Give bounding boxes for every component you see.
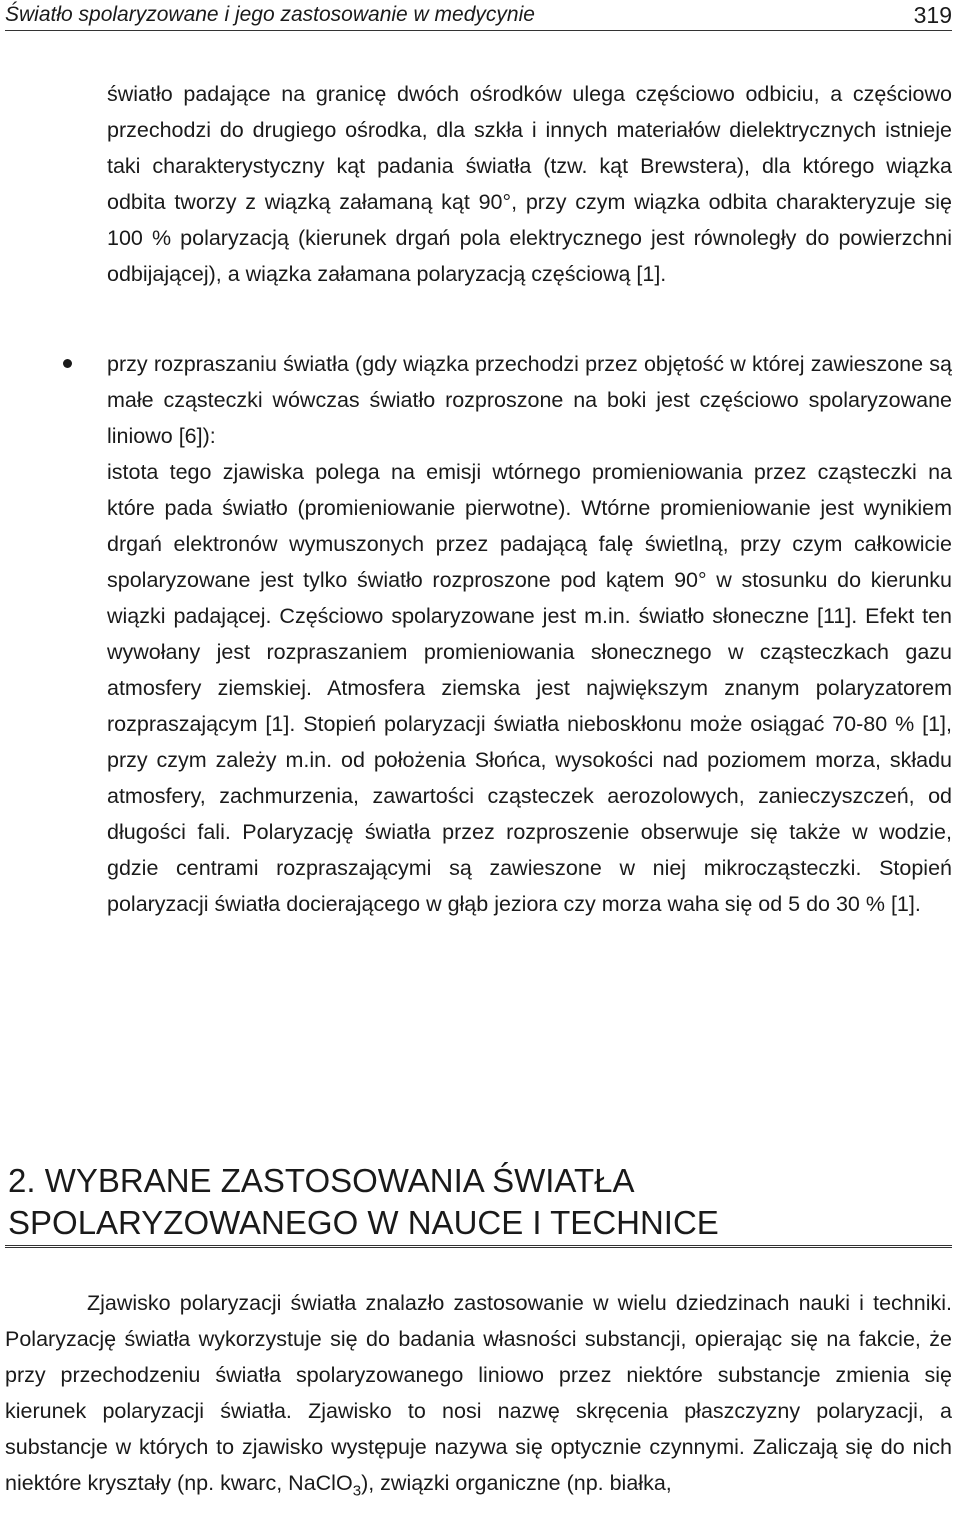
- running-title: Światło spolaryzowane i jego zastosowanie w medycynie: [5, 3, 535, 26]
- page-number: 319: [913, 2, 952, 28]
- intro-subscript: 3: [352, 1482, 362, 1500]
- running-header: [5, 0, 952, 31]
- section-heading-line-1: 2. WYBRANE ZASTOSOWANIA ŚWIATŁA: [8, 1162, 635, 1199]
- intro-text-part-2: ), związki organiczne (np. białka,: [361, 1471, 672, 1495]
- intro-text-part-1: Zjawisko polaryzacji światła znalazło zastosowanie w wielu dziedzinach nauki i techniki. Polaryzację światła wykorzystuje się do badania własności substancji, opierając się na fakcie, że przy przechodzeniu światła spolaryzowanego liniowo przez niektóre substancje zmienia się kierunek polaryzacji światła. Zjawisko to nosi nazwę skręcenia płaszczyzny polaryzacji, a substancje w których to zjawisko występuje nazywa się optycznie czynnymi. Zaliczają się do nich niektóre kryształy (np. kwarc, NaClO: [5, 1291, 952, 1495]
- section-heading: [8, 1160, 719, 1244]
- bullet-dot-icon: [63, 359, 72, 368]
- heading-rule: [5, 1245, 952, 1250]
- bullet-continuation: istota tego zjawiska polega na emisji wtórnego promieniowania przez cząsteczki na które pada światło (promieniowanie pierwotne). Wtórne promieniowanie jest wynikiem drgań elektronów wymuszonych przez padającą falę świetlną, przy czym całkowicie spolaryzowane jest tylko światło rozproszone pod kątem 90° w stosunku do kierunku wiązki padającej. Częściowo spolaryzowane jest m.in. światło słoneczne [11]. Efekt ten wywołany jest rozpraszaniem promieniowania słonecznego w cząsteczkach gazu atmosfery ziemskiej. Atmosfera ziemska jest największym znanym polaryzatorem rozpraszającym [1]. Stopień polaryzacji światła nieboskłonu może osiągać 70-80 % [1], przy czym zależy m.in. od położenia Słońca, wysokości nad poziomem morza, składu atmosfery, zachmurzenia, zawartości cząsteczek aerozolowych, zanieczyszczeń, od długości fali. Polaryzację światła przez rozproszenie obserwuje się także w wodzie, gdzie centrami rozpraszającymi są zawieszone w niej mikrocząsteczki. Stopień polaryzacji światła docierającego w głąb jeziora czy morza waha się od 5 do 30 % [1].: [107, 460, 952, 916]
- section-heading-line-2: SPOLARYZOWANEGO W NAUCE I TECHNICE: [8, 1204, 719, 1241]
- bullet-item: przy rozpraszaniu światła (gdy wiązka przechodzi przez objętość w której zawieszone są małe cząsteczki wówczas światło rozproszone na boki jest częściowo spolaryzowane liniowo [6]):: [107, 352, 952, 448]
- section-intro-paragraph: [5, 1285, 952, 1501]
- continued-paragraph: światło padające na granicę dwóch ośrodków ulega częściowo odbiciu, a częściowo przechodzi do drugiego ośrodka, dla szkła i innych materiałów dielektrycznych istnieje taki charakterystyczny kąt padania światła (tzw. kąt Brewstera), dla którego wiązka odbita tworzy z wiązką załamaną kąt 90°, przy czym wiązka odbita charakteryzuje się 100 % polaryzacją (kierunek drgań pola elektrycznego jest równoległy do powierzchni odbijającej), a wiązka załamana polaryzacją częściową [1].: [107, 82, 952, 286]
